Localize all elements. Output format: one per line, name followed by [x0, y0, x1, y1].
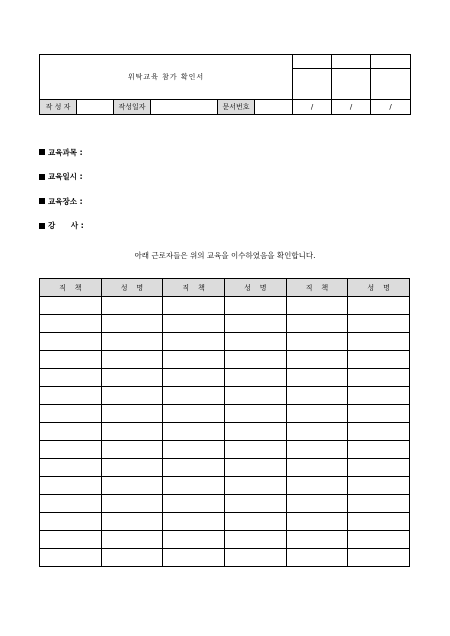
- table-cell: [101, 441, 163, 459]
- table-cell: [286, 297, 348, 315]
- table-cell: [348, 441, 410, 459]
- approval-box-1: [293, 69, 332, 100]
- table-cell: [101, 351, 163, 369]
- table-cell: [101, 513, 163, 531]
- table-row: [40, 459, 410, 477]
- table-cell: [101, 495, 163, 513]
- field-course-label: 교육과목 :: [48, 147, 83, 157]
- roster-header-name: 성 명: [348, 279, 410, 297]
- table-cell: [101, 549, 163, 567]
- table-cell: [40, 315, 102, 333]
- bullet-square-icon: [39, 198, 45, 204]
- date-label: 작성일자: [114, 100, 151, 115]
- table-cell: [224, 495, 286, 513]
- attendee-roster: [39, 278, 410, 567]
- table-cell: [163, 297, 225, 315]
- table-cell: [101, 315, 163, 333]
- table-cell: [286, 315, 348, 333]
- date-value: [151, 100, 218, 115]
- table-cell: [224, 423, 286, 441]
- bullet-square-icon: [39, 149, 45, 155]
- document-title: 위탁교육 참가 확인서: [40, 55, 293, 100]
- table-cell: [286, 531, 348, 549]
- table-row: [40, 477, 410, 495]
- table-cell: [286, 369, 348, 387]
- table-row: [40, 333, 410, 351]
- approval-date-2: /: [332, 100, 371, 115]
- author-label: 작 성 자: [40, 100, 77, 115]
- table-cell: [286, 333, 348, 351]
- table-cell: [348, 423, 410, 441]
- table-cell: [286, 513, 348, 531]
- table-cell: [224, 315, 286, 333]
- table-cell: [40, 333, 102, 351]
- table-cell: [40, 405, 102, 423]
- roster-header-position: 직 책: [286, 279, 348, 297]
- table-cell: [224, 513, 286, 531]
- table-cell: [286, 387, 348, 405]
- table-cell: [286, 441, 348, 459]
- table-row: [40, 441, 410, 459]
- header-table: [39, 54, 411, 115]
- table-cell: [286, 423, 348, 441]
- table-cell: [286, 405, 348, 423]
- bullet-square-icon: [39, 223, 45, 229]
- table-row: [40, 351, 410, 369]
- table-cell: [224, 387, 286, 405]
- table-cell: [348, 459, 410, 477]
- field-instructor: [39, 214, 339, 239]
- approval-box-3-header: [371, 55, 411, 69]
- table-cell: [163, 423, 225, 441]
- table-cell: [40, 531, 102, 549]
- roster-header-name: 성 명: [224, 279, 286, 297]
- table-row: [40, 531, 410, 549]
- table-cell: [101, 297, 163, 315]
- table-cell: [224, 333, 286, 351]
- roster-header-name: 성 명: [101, 279, 163, 297]
- bullet-square-icon: [39, 174, 45, 180]
- table-cell: [286, 477, 348, 495]
- table-cell: [163, 459, 225, 477]
- table-cell: [40, 477, 102, 495]
- table-cell: [224, 459, 286, 477]
- table-cell: [348, 495, 410, 513]
- table-cell: [286, 351, 348, 369]
- table-cell: [163, 351, 225, 369]
- table-cell: [224, 297, 286, 315]
- table-cell: [163, 333, 225, 351]
- table-cell: [224, 477, 286, 495]
- table-cell: [101, 387, 163, 405]
- table-row: [40, 549, 410, 567]
- table-cell: [348, 315, 410, 333]
- table-cell: [40, 387, 102, 405]
- table-cell: [348, 369, 410, 387]
- field-location-label: 교육장소 :: [48, 196, 83, 206]
- table-cell: [348, 513, 410, 531]
- table-row: [40, 315, 410, 333]
- approval-box-3: [371, 69, 411, 100]
- field-instructor-label: 강 사 :: [48, 221, 84, 231]
- table-cell: [40, 513, 102, 531]
- table-row: [40, 369, 410, 387]
- docno-value: [255, 100, 293, 115]
- table-cell: [163, 369, 225, 387]
- table-row: [40, 513, 410, 531]
- table-cell: [348, 351, 410, 369]
- table-cell: [163, 495, 225, 513]
- education-fields: [39, 140, 339, 238]
- table-cell: [348, 531, 410, 549]
- table-cell: [40, 441, 102, 459]
- table-row: [40, 495, 410, 513]
- table-cell: [224, 531, 286, 549]
- table-cell: [224, 369, 286, 387]
- table-cell: [348, 387, 410, 405]
- table-cell: [101, 477, 163, 495]
- table-cell: [348, 549, 410, 567]
- document-header: [39, 54, 410, 115]
- table-cell: [163, 477, 225, 495]
- table-cell: [224, 405, 286, 423]
- table-cell: [224, 441, 286, 459]
- table-cell: [40, 459, 102, 477]
- table-cell: [101, 333, 163, 351]
- table-cell: [40, 423, 102, 441]
- field-datetime: [39, 165, 339, 190]
- table-row: [40, 297, 410, 315]
- author-value: [77, 100, 114, 115]
- roster-header-position: 직 책: [163, 279, 225, 297]
- table-cell: [163, 513, 225, 531]
- approval-box-1-header: [293, 55, 332, 69]
- roster-header-position: 직 책: [40, 279, 102, 297]
- approval-box-2-header: [332, 55, 371, 69]
- table-cell: [163, 315, 225, 333]
- confirmation-statement: 아래 근로자들은 위의 교육을 이수하였음을 확인합니다.: [134, 251, 316, 260]
- table-cell: [163, 405, 225, 423]
- table-cell: [101, 423, 163, 441]
- table-cell: [163, 549, 225, 567]
- table-cell: [40, 495, 102, 513]
- approval-date-3: /: [371, 100, 411, 115]
- table-cell: [163, 441, 225, 459]
- docno-label: 문서번호: [218, 100, 255, 115]
- roster-body: [40, 297, 410, 567]
- table-row: [40, 405, 410, 423]
- table-cell: [286, 459, 348, 477]
- table-cell: [224, 549, 286, 567]
- field-datetime-label: 교육일시 :: [48, 172, 83, 182]
- table-cell: [348, 297, 410, 315]
- table-row: [40, 387, 410, 405]
- table-cell: [163, 387, 225, 405]
- field-course: [39, 140, 339, 165]
- approval-box-2: [332, 69, 371, 100]
- roster-header-row: [40, 279, 410, 297]
- table-row: [40, 423, 410, 441]
- table-cell: [348, 405, 410, 423]
- table-cell: [286, 495, 348, 513]
- table-cell: [348, 333, 410, 351]
- table-cell: [224, 351, 286, 369]
- table-cell: [40, 297, 102, 315]
- approval-date-1: /: [293, 100, 332, 115]
- table-cell: [101, 405, 163, 423]
- table-cell: [101, 531, 163, 549]
- table-cell: [348, 477, 410, 495]
- table-cell: [40, 549, 102, 567]
- table-cell: [101, 459, 163, 477]
- table-cell: [40, 369, 102, 387]
- field-location: [39, 189, 339, 214]
- roster-table: [39, 278, 410, 567]
- table-cell: [163, 531, 225, 549]
- table-cell: [286, 549, 348, 567]
- table-cell: [101, 369, 163, 387]
- table-cell: [40, 351, 102, 369]
